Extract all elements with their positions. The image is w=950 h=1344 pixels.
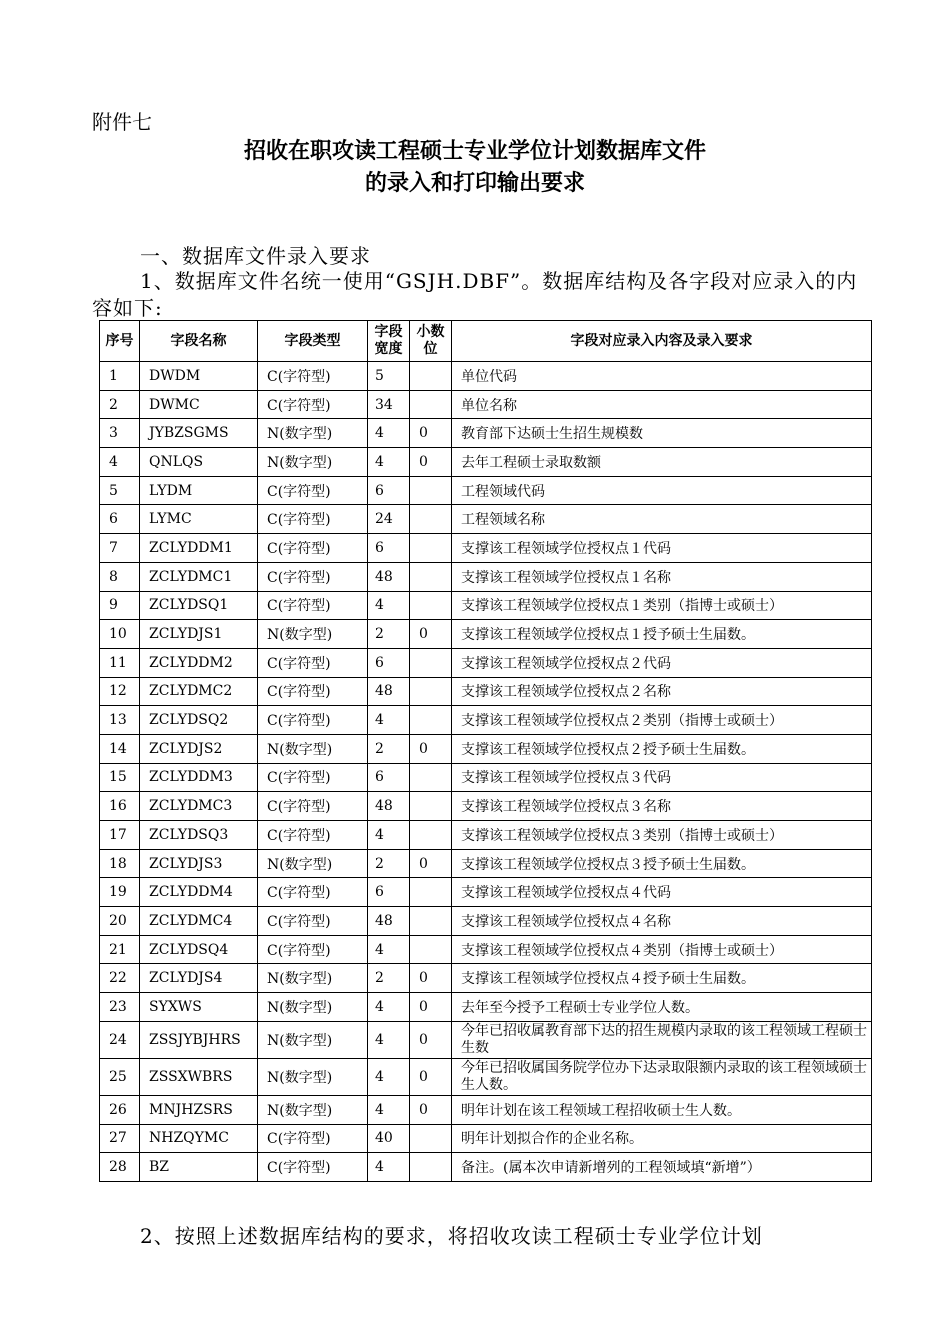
cell-seq: 6 bbox=[100, 505, 140, 534]
cell-description: 工程领域代码 bbox=[452, 476, 872, 505]
cell-field-type: C(字符型) bbox=[258, 935, 368, 964]
cell-field-type: C(字符型) bbox=[258, 648, 368, 677]
cell-description: 支撑该工程领域学位授权点４名称 bbox=[452, 907, 872, 936]
cell-field-type: C(字符型) bbox=[258, 562, 368, 591]
cell-field-type: N(数字型) bbox=[258, 1021, 368, 1058]
cell-decimal: 0 bbox=[410, 993, 452, 1022]
cell-field-width: 4 bbox=[368, 1058, 410, 1095]
attachment-label: 附件七 bbox=[92, 110, 152, 134]
cell-field-name: NHZQYMC bbox=[140, 1124, 258, 1153]
cell-field-type: N(数字型) bbox=[258, 964, 368, 993]
cell-field-type: N(数字型) bbox=[258, 734, 368, 763]
cell-decimal: 0 bbox=[410, 964, 452, 993]
table-row bbox=[100, 878, 872, 907]
cell-field-width: 4 bbox=[368, 591, 410, 620]
cell-field-type: C(字符型) bbox=[258, 706, 368, 735]
cell-field-name: ZCLYDSQ2 bbox=[140, 706, 258, 735]
cell-description: 支撑该工程领域学位授权点２名称 bbox=[452, 677, 872, 706]
cell-seq: 26 bbox=[100, 1095, 140, 1124]
section-heading: 一、数据库文件录入要求 bbox=[140, 244, 371, 268]
cell-seq: 9 bbox=[100, 591, 140, 620]
cell-decimal bbox=[410, 476, 452, 505]
cell-seq: 4 bbox=[100, 448, 140, 477]
table-row bbox=[100, 734, 872, 763]
cell-decimal: 0 bbox=[410, 849, 452, 878]
cell-field-width: 4 bbox=[368, 1021, 410, 1058]
cell-description: 工程领域名称 bbox=[452, 505, 872, 534]
cell-decimal: 0 bbox=[410, 1095, 452, 1124]
cell-field-type: C(字符型) bbox=[258, 1124, 368, 1153]
cell-field-width: 6 bbox=[368, 648, 410, 677]
cell-field-name: JYBZSGMS bbox=[140, 419, 258, 448]
table-row bbox=[100, 448, 872, 477]
cell-field-type: C(字符型) bbox=[258, 821, 368, 850]
cell-field-width: 2 bbox=[368, 734, 410, 763]
cell-decimal: 0 bbox=[410, 1021, 452, 1058]
cell-field-name: ZCLYDJS4 bbox=[140, 964, 258, 993]
cell-field-width: 4 bbox=[368, 448, 410, 477]
cell-seq: 23 bbox=[100, 993, 140, 1022]
cell-field-type: N(数字型) bbox=[258, 448, 368, 477]
cell-field-type: N(数字型) bbox=[258, 620, 368, 649]
cell-field-type: C(字符型) bbox=[258, 534, 368, 563]
table-row bbox=[100, 821, 872, 850]
cell-description: 支撑该工程领域学位授权点２授予硕士生届数。 bbox=[452, 734, 872, 763]
cell-decimal bbox=[410, 821, 452, 850]
cell-decimal bbox=[410, 562, 452, 591]
cell-description: 支撑该工程领域学位授权点４授予硕士生届数。 bbox=[452, 964, 872, 993]
cell-field-type: C(字符型) bbox=[258, 1153, 368, 1182]
cell-field-type: C(字符型) bbox=[258, 390, 368, 419]
cell-field-width: 5 bbox=[368, 362, 410, 391]
cell-field-width: 24 bbox=[368, 505, 410, 534]
cell-decimal bbox=[410, 390, 452, 419]
cell-field-name: ZCLYDDM1 bbox=[140, 534, 258, 563]
cell-seq: 28 bbox=[100, 1153, 140, 1182]
cell-field-name: ZSSXWBRS bbox=[140, 1058, 258, 1095]
cell-description: 支撑该工程领域学位授权点４代码 bbox=[452, 878, 872, 907]
cell-field-type: N(数字型) bbox=[258, 1095, 368, 1124]
table-body bbox=[100, 362, 872, 1182]
cell-seq: 18 bbox=[100, 849, 140, 878]
cell-field-name: LYMC bbox=[140, 505, 258, 534]
document-title-line2: 的录入和打印输出要求 bbox=[364, 171, 585, 196]
cell-decimal bbox=[410, 1124, 452, 1153]
cell-field-type: C(字符型) bbox=[258, 591, 368, 620]
cell-field-type: N(数字型) bbox=[258, 849, 368, 878]
cell-seq: 12 bbox=[100, 677, 140, 706]
cell-field-width: 2 bbox=[368, 849, 410, 878]
cell-seq: 27 bbox=[100, 1124, 140, 1153]
cell-description: 去年至今授予工程硕士专业学位人数。 bbox=[452, 993, 872, 1022]
cell-field-name: ZCLYDJS1 bbox=[140, 620, 258, 649]
cell-description: 支撑该工程领域学位授权点３授予硕士生届数。 bbox=[452, 849, 872, 878]
cell-field-width: 4 bbox=[368, 419, 410, 448]
cell-field-type: N(数字型) bbox=[258, 1058, 368, 1095]
cell-decimal bbox=[410, 362, 452, 391]
cell-field-name: SYXWS bbox=[140, 993, 258, 1022]
cell-description: 支撑该工程领域学位授权点２类别（指博士或硕士） bbox=[452, 706, 872, 735]
cell-description: 单位代码 bbox=[452, 362, 872, 391]
cell-seq: 19 bbox=[100, 878, 140, 907]
table-row bbox=[100, 562, 872, 591]
cell-field-width: 4 bbox=[368, 1153, 410, 1182]
cell-seq: 1 bbox=[100, 362, 140, 391]
cell-field-type: C(字符型) bbox=[258, 763, 368, 792]
cell-field-name: QNLQS bbox=[140, 448, 258, 477]
table-row bbox=[100, 993, 872, 1022]
table-row bbox=[100, 1153, 872, 1182]
cell-seq: 17 bbox=[100, 821, 140, 850]
table-row bbox=[100, 591, 872, 620]
header-seq: 序号 bbox=[100, 321, 140, 362]
cell-field-type: C(字符型) bbox=[258, 878, 368, 907]
table-row bbox=[100, 763, 872, 792]
cell-field-name: ZCLYDMC1 bbox=[140, 562, 258, 591]
cell-decimal bbox=[410, 505, 452, 534]
table-row bbox=[100, 1095, 872, 1124]
cell-field-name: ZCLYDMC2 bbox=[140, 677, 258, 706]
cell-description: 支撑该工程领域学位授权点２代码 bbox=[452, 648, 872, 677]
cell-decimal bbox=[410, 907, 452, 936]
cell-seq: 22 bbox=[100, 964, 140, 993]
cell-field-type: C(字符型) bbox=[258, 476, 368, 505]
header-decimal: 小数位 bbox=[410, 321, 452, 362]
cell-field-type: N(数字型) bbox=[258, 419, 368, 448]
cell-description: 支撑该工程领域学位授权点３代码 bbox=[452, 763, 872, 792]
cell-field-width: 48 bbox=[368, 792, 410, 821]
cell-decimal bbox=[410, 677, 452, 706]
cell-field-type: C(字符型) bbox=[258, 505, 368, 534]
cell-seq: 10 bbox=[100, 620, 140, 649]
cell-decimal bbox=[410, 534, 452, 563]
cell-seq: 7 bbox=[100, 534, 140, 563]
cell-decimal bbox=[410, 1153, 452, 1182]
document-title-line1: 招收在职攻读工程硕士专业学位计划数据库文件 bbox=[243, 139, 706, 164]
cell-field-width: 48 bbox=[368, 907, 410, 936]
cell-seq: 8 bbox=[100, 562, 140, 591]
cell-decimal bbox=[410, 706, 452, 735]
table-row bbox=[100, 419, 872, 448]
table-header-row bbox=[100, 321, 872, 362]
header-field-width: 字段宽度 bbox=[368, 321, 410, 362]
cell-description: 支撑该工程领域学位授权点１名称 bbox=[452, 562, 872, 591]
cell-field-name: ZCLYDDM3 bbox=[140, 763, 258, 792]
cell-field-name: BZ bbox=[140, 1153, 258, 1182]
cell-seq: 20 bbox=[100, 907, 140, 936]
cell-field-width: 6 bbox=[368, 878, 410, 907]
table-row bbox=[100, 1021, 872, 1058]
table-row bbox=[100, 907, 872, 936]
cell-field-width: 48 bbox=[368, 562, 410, 591]
cell-decimal: 0 bbox=[410, 448, 452, 477]
cell-description: 支撑该工程领域学位授权点３名称 bbox=[452, 792, 872, 821]
cell-field-name: ZCLYDJS2 bbox=[140, 734, 258, 763]
cell-decimal bbox=[410, 878, 452, 907]
cell-description: 单位名称 bbox=[452, 390, 872, 419]
cell-field-name: ZSSJYBJHRS bbox=[140, 1021, 258, 1058]
cell-seq: 3 bbox=[100, 419, 140, 448]
cell-field-width: 34 bbox=[368, 390, 410, 419]
cell-seq: 5 bbox=[100, 476, 140, 505]
table-row bbox=[100, 964, 872, 993]
cell-field-type: C(字符型) bbox=[258, 907, 368, 936]
cell-decimal bbox=[410, 591, 452, 620]
cell-description: 支撑该工程领域学位授权点１授予硕士生届数。 bbox=[452, 620, 872, 649]
cell-seq: 14 bbox=[100, 734, 140, 763]
cell-description: 去年工程硕士录取数额 bbox=[452, 448, 872, 477]
cell-field-name: ZCLYDMC3 bbox=[140, 792, 258, 821]
cell-field-width: 2 bbox=[368, 964, 410, 993]
table-row bbox=[100, 792, 872, 821]
table-row bbox=[100, 677, 872, 706]
cell-description: 支撑该工程领域学位授权点３类别（指博士或硕士） bbox=[452, 821, 872, 850]
paragraph-2: 2、按照上述数据库结构的要求，将招收攻读工程硕士专业学位计划 bbox=[140, 1224, 763, 1248]
cell-field-name: LYDM bbox=[140, 476, 258, 505]
table-row bbox=[100, 1058, 872, 1095]
header-field-type: 字段类型 bbox=[258, 321, 368, 362]
table-row bbox=[100, 362, 872, 391]
cell-decimal: 0 bbox=[410, 1058, 452, 1095]
header-description: 字段对应录入内容及录入要求 bbox=[452, 321, 872, 362]
header-field-name: 字段名称 bbox=[140, 321, 258, 362]
cell-seq: 21 bbox=[100, 935, 140, 964]
cell-field-type: N(数字型) bbox=[258, 993, 368, 1022]
cell-decimal bbox=[410, 792, 452, 821]
cell-decimal: 0 bbox=[410, 734, 452, 763]
cell-field-type: C(字符型) bbox=[258, 792, 368, 821]
cell-decimal bbox=[410, 935, 452, 964]
cell-description: 教育部下达硕士生招生规模数 bbox=[452, 419, 872, 448]
cell-description: 明年计划在该工程领域工程招收硕士生人数。 bbox=[452, 1095, 872, 1124]
cell-decimal bbox=[410, 648, 452, 677]
field-table bbox=[99, 320, 872, 1182]
cell-field-name: MNJHZSRS bbox=[140, 1095, 258, 1124]
cell-description: 今年已招收属教育部下达的招生规模内录取的该工程领域工程硕士生数 bbox=[452, 1021, 872, 1058]
cell-field-name: ZCLYDDM4 bbox=[140, 878, 258, 907]
table-row bbox=[100, 620, 872, 649]
cell-field-name: ZCLYDMC4 bbox=[140, 907, 258, 936]
cell-seq: 13 bbox=[100, 706, 140, 735]
cell-field-width: 4 bbox=[368, 993, 410, 1022]
cell-field-name: DWDM bbox=[140, 362, 258, 391]
cell-field-width: 4 bbox=[368, 706, 410, 735]
cell-field-type: C(字符型) bbox=[258, 677, 368, 706]
cell-decimal bbox=[410, 763, 452, 792]
cell-field-width: 40 bbox=[368, 1124, 410, 1153]
cell-seq: 11 bbox=[100, 648, 140, 677]
cell-description: 备注。(属本次申请新增列的工程领域填“新增”） bbox=[452, 1153, 872, 1182]
table-row bbox=[100, 505, 872, 534]
cell-field-name: ZCLYDSQ1 bbox=[140, 591, 258, 620]
cell-field-type: C(字符型) bbox=[258, 362, 368, 391]
cell-field-name: ZCLYDJS3 bbox=[140, 849, 258, 878]
cell-description: 明年计划拟合作的企业名称。 bbox=[452, 1124, 872, 1153]
cell-description: 支撑该工程领域学位授权点１类别（指博士或硕士） bbox=[452, 591, 872, 620]
cell-field-width: 4 bbox=[368, 1095, 410, 1124]
cell-description: 支撑该工程领域学位授权点４类别（指博士或硕士） bbox=[452, 935, 872, 964]
cell-description: 支撑该工程领域学位授权点１代码 bbox=[452, 534, 872, 563]
cell-field-width: 2 bbox=[368, 620, 410, 649]
cell-decimal: 0 bbox=[410, 620, 452, 649]
cell-field-name: ZCLYDDM2 bbox=[140, 648, 258, 677]
paragraph-1: 1、数据库文件名统一使用“GSJH.DBF”。数据库结构及各字段对应录入的内容如下: bbox=[92, 269, 858, 320]
cell-decimal: 0 bbox=[410, 419, 452, 448]
cell-field-width: 6 bbox=[368, 763, 410, 792]
cell-field-name: ZCLYDSQ4 bbox=[140, 935, 258, 964]
cell-field-width: 6 bbox=[368, 476, 410, 505]
cell-field-width: 6 bbox=[368, 534, 410, 563]
cell-seq: 25 bbox=[100, 1058, 140, 1095]
table-row bbox=[100, 1124, 872, 1153]
cell-field-width: 4 bbox=[368, 935, 410, 964]
cell-seq: 16 bbox=[100, 792, 140, 821]
cell-field-name: DWMC bbox=[140, 390, 258, 419]
cell-seq: 2 bbox=[100, 390, 140, 419]
table-row bbox=[100, 706, 872, 735]
table-row bbox=[100, 534, 872, 563]
cell-field-name: ZCLYDSQ3 bbox=[140, 821, 258, 850]
table-row bbox=[100, 476, 872, 505]
cell-seq: 15 bbox=[100, 763, 140, 792]
table-row bbox=[100, 390, 872, 419]
table-row bbox=[100, 648, 872, 677]
table-row bbox=[100, 849, 872, 878]
cell-description: 今年已招收属国务院学位办下达录取限额内录取的该工程领域硕士生人数。 bbox=[452, 1058, 872, 1095]
table-row bbox=[100, 935, 872, 964]
cell-field-width: 48 bbox=[368, 677, 410, 706]
cell-seq: 24 bbox=[100, 1021, 140, 1058]
cell-field-width: 4 bbox=[368, 821, 410, 850]
